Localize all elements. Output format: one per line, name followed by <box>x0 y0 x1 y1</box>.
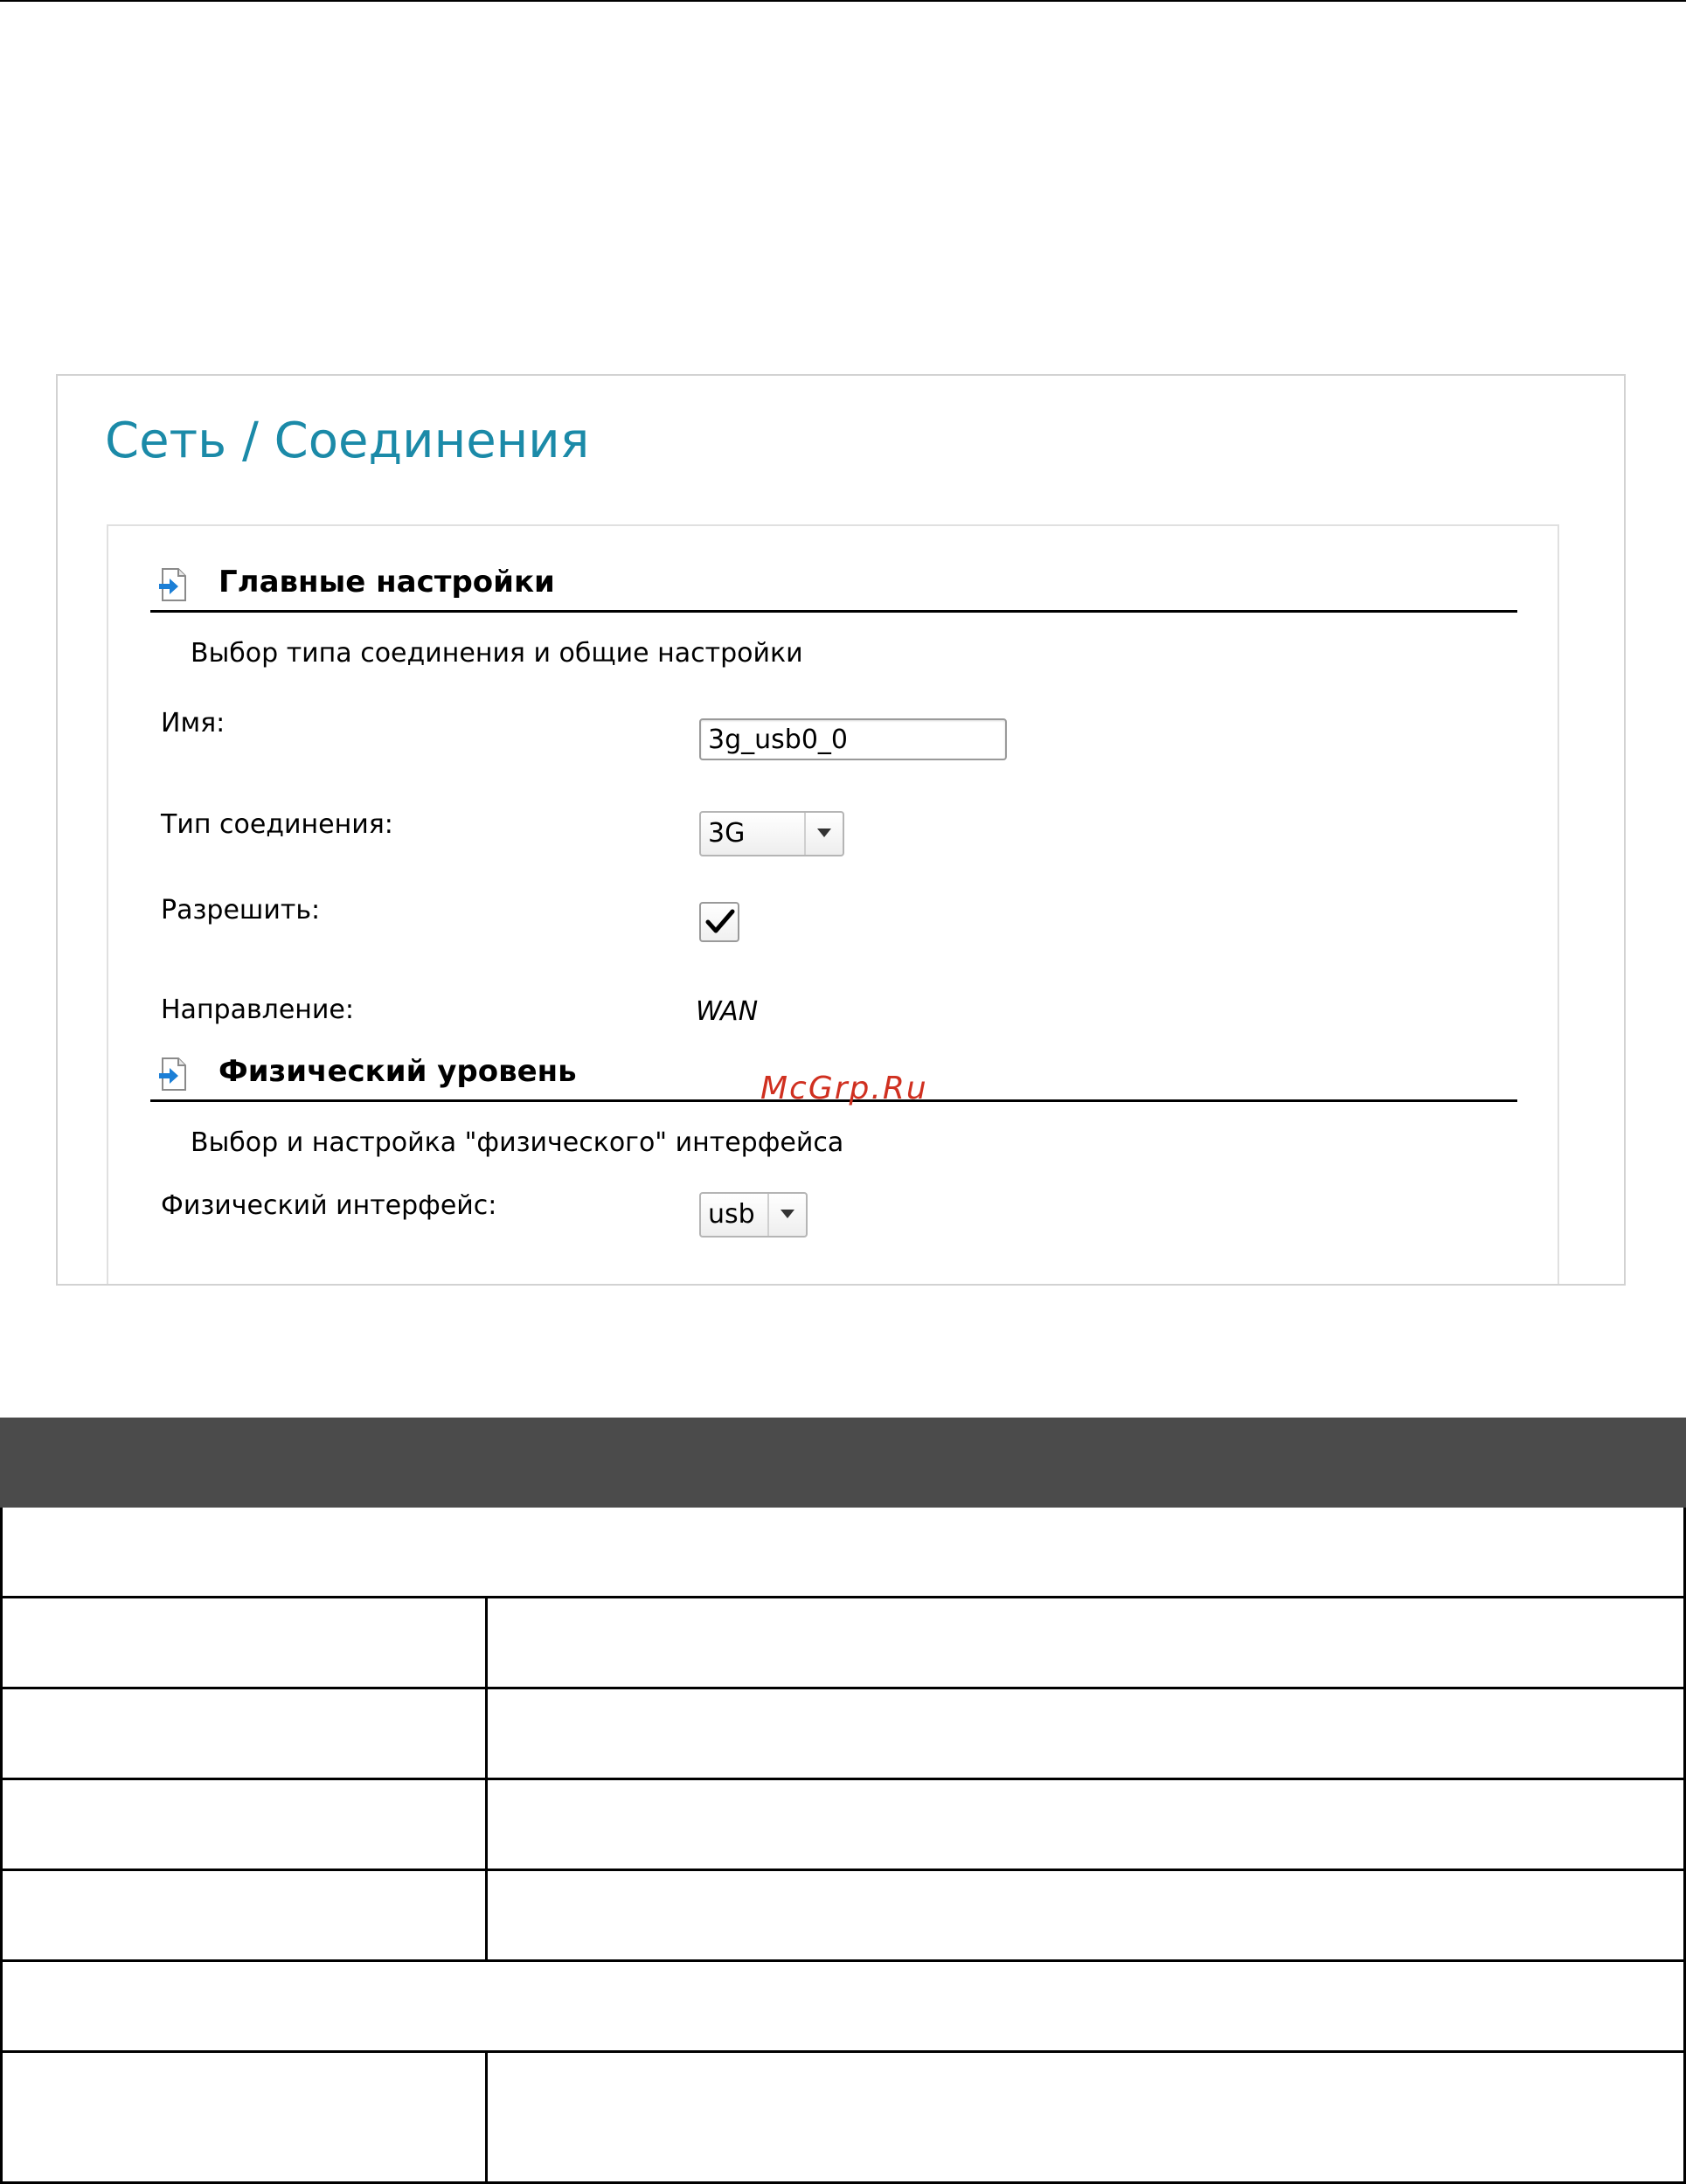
connection-type-select[interactable] <box>699 811 844 856</box>
table-row <box>0 1780 1686 1871</box>
table-cell-parameter <box>0 1871 488 1959</box>
connection-type-label: Тип соединения: <box>161 809 393 840</box>
document-arrow-icon <box>159 1057 187 1091</box>
table-cell-parameter <box>0 1689 488 1778</box>
page-title: Сеть / Соединения <box>105 413 590 469</box>
physical-interface-select[interactable] <box>699 1192 808 1238</box>
section-description-main: Выбор типа соединения и общие настройки <box>191 638 803 669</box>
table-row <box>0 1871 1686 1962</box>
direction-label: Направление: <box>161 995 354 1025</box>
top-rule <box>0 0 1686 2</box>
section-title-physical: Физический уровень <box>219 1054 577 1089</box>
enable-checkbox[interactable] <box>699 902 739 942</box>
table-row <box>0 1689 1686 1780</box>
enable-label: Разрешить: <box>161 895 321 926</box>
watermark: McGrp.Ru <box>760 1071 928 1106</box>
screenshot-panel <box>56 374 1626 1286</box>
name-label: Имя: <box>161 708 225 738</box>
table-row <box>0 1598 1686 1689</box>
section-title-main: Главные настройки <box>219 565 555 600</box>
physical-interface-value: usb <box>708 1199 755 1230</box>
section-header-main <box>150 561 1517 613</box>
direction-value: WAN <box>696 996 759 1027</box>
table-section-row <box>0 1508 1686 1598</box>
dropdown-button[interactable] <box>767 1194 806 1236</box>
name-input[interactable] <box>699 718 1007 760</box>
document-arrow-icon <box>159 568 187 601</box>
connection-type-value: 3G <box>708 818 746 849</box>
physical-interface-label: Физический интерфейс: <box>161 1190 497 1221</box>
table-section-row <box>0 1962 1686 2053</box>
settings-form <box>107 524 1559 1286</box>
dropdown-button[interactable] <box>804 813 843 855</box>
section-description-physical: Выбор и настройка "физического" интерфейса <box>191 1127 844 1158</box>
table-cell-parameter <box>0 2053 488 2181</box>
triangle-down-icon <box>780 1208 795 1220</box>
checkmark-icon <box>703 905 738 939</box>
table-cell-parameter <box>0 1598 488 1687</box>
table-header <box>0 1418 1686 1508</box>
table-cell-parameter <box>0 1780 488 1869</box>
triangle-down-icon <box>816 827 832 839</box>
table-row <box>0 2053 1686 2184</box>
